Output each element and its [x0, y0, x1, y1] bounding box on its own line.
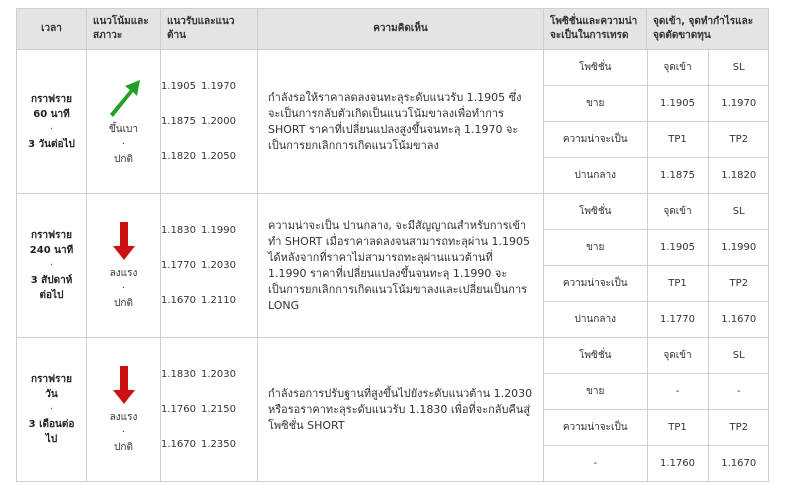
position-grid-value: TP2	[708, 410, 769, 446]
arrow-shape	[113, 222, 135, 260]
trend-separator: ·	[121, 139, 126, 150]
position-grid-value: ความน่าจะเป็น	[544, 266, 647, 302]
support-value: 1.1905	[161, 81, 196, 92]
levels-cell	[161, 338, 258, 482]
position-grid-value: 1.1905	[647, 230, 708, 266]
position-grid-value: -	[708, 374, 769, 410]
timeframe-cell	[17, 50, 87, 194]
resistance-value: 1.1970	[201, 81, 236, 92]
support-value: 1.1830	[161, 225, 196, 236]
position-grid-value: 1.1770	[647, 302, 708, 338]
levels-list	[161, 69, 257, 174]
comment-cell: ความน่าจะเป็น ปานกลาง, จะมีสัญญาณสำหรับการเข้าทำ SHORT เมื่อราคาลดลงจนสามารถทะลุผ่าน 1.1905 ได้หลังจากที่ราคาไม่สามารถทะลุผ่านแนวต้านที่ 1.1990 ราคาที่เปลี่ยนแปลงขึ้นจนทะลุ 1.1990 จะเป็นการยกเลิกการเกิดแนวโน้มขาลงและเปลี่ยนเป็นการ LONG	[258, 194, 544, 338]
support-value: 1.1670	[161, 439, 196, 450]
arrow-down-icon	[104, 364, 144, 406]
position-grid-value: ปานกลาง	[544, 158, 647, 194]
level-row	[161, 139, 257, 174]
position-grid-value: 1.1875	[647, 158, 708, 194]
level-row	[161, 283, 257, 318]
position-grid-value: 1.1820	[708, 158, 769, 194]
levels-cell	[161, 194, 258, 338]
position-grid-value: SL	[708, 338, 769, 374]
level-row	[161, 427, 257, 462]
resistance-value: 1.2030	[201, 369, 236, 380]
position-grid-value: ขาย	[544, 230, 647, 266]
support-value: 1.1875	[161, 116, 196, 127]
support-value: 1.1820	[161, 151, 196, 162]
position-grid-value: TP2	[708, 122, 769, 158]
trend-cell	[87, 194, 161, 338]
timeframe-period: 60 นาที	[33, 108, 70, 120]
support-value: 1.1760	[161, 404, 196, 415]
position-grid	[544, 338, 769, 481]
position-grid-row	[544, 50, 769, 86]
position-grid-row	[544, 194, 769, 230]
timeframe-line: กราฟราย	[31, 374, 72, 385]
timeframe-period: 240 นาที	[29, 245, 74, 256]
position-grid-value: ขาย	[544, 374, 647, 410]
timeframe-horizon: 3 สัปดาห์	[30, 275, 73, 286]
position-grid-value: โพซิชั่น	[544, 50, 647, 86]
support-value: 1.1770	[161, 260, 196, 271]
position-grid-row	[544, 338, 769, 374]
header-position: โพซิชั่นและความน่าจะเป็นในการเทรด	[544, 9, 647, 50]
position-grid-value: SL	[708, 194, 769, 230]
table-row	[17, 50, 769, 194]
position-grid	[544, 50, 769, 193]
timeframe-period: วัน	[45, 389, 58, 400]
trend-cell	[87, 50, 161, 194]
position-grid-row	[544, 410, 769, 446]
trend-label: ลงแรง	[109, 412, 138, 423]
trend-label: ลงแรง	[109, 268, 138, 279]
position-grid-value: 1.1905	[647, 86, 708, 122]
resistance-value: 1.2030	[201, 260, 236, 271]
position-grid-cell	[544, 50, 769, 194]
trend-separator: ·	[121, 283, 126, 294]
resistance-value: 1.1990	[201, 225, 236, 236]
resistance-value: 1.2350	[201, 439, 236, 450]
table-row	[17, 194, 769, 338]
arrow-shape	[113, 366, 135, 404]
level-row	[161, 213, 257, 248]
position-grid-value: 1.1990	[708, 230, 769, 266]
timeframe-separator: ·	[49, 260, 54, 271]
position-grid-row	[544, 86, 769, 122]
condition-label: ปกติ	[114, 442, 133, 453]
resistance-value: 1.2000	[201, 116, 236, 127]
table-row	[17, 338, 769, 482]
position-grid	[544, 194, 769, 337]
timeframe-horizon: 3 เดือนต่อ	[28, 419, 75, 430]
position-grid-value: ความน่าจะเป็น	[544, 410, 647, 446]
timeframe-horizon-cont: ไป	[45, 434, 58, 445]
levels-list	[161, 213, 257, 318]
position-grid-value: 1.1970	[708, 86, 769, 122]
position-grid-value: 1.1670	[708, 446, 769, 482]
position-grid-value: TP1	[647, 266, 708, 302]
arrow-shape	[110, 80, 140, 117]
level-row	[161, 248, 257, 283]
trend-arrow-icon	[87, 220, 160, 262]
position-grid-value: จุดเข้า	[647, 50, 708, 86]
position-grid-value: -	[647, 374, 708, 410]
header-trend: แนวโน้มและสภาวะ	[87, 9, 161, 50]
position-grid-value: SL	[708, 50, 769, 86]
position-grid-value: จุดเข้า	[647, 194, 708, 230]
position-grid-row	[544, 266, 769, 302]
support-value: 1.1830	[161, 369, 196, 380]
timeframe-separator: ·	[49, 404, 54, 415]
header-row	[17, 9, 769, 50]
header-comment: ความคิดเห็น	[258, 9, 544, 50]
arrow-up-right-icon	[104, 76, 144, 118]
position-grid-row	[544, 446, 769, 482]
timeframe-line: กราฟราย	[31, 230, 72, 241]
condition-label: ปกติ	[114, 154, 133, 165]
position-grid-row	[544, 158, 769, 194]
header-time: เวลา	[17, 9, 87, 50]
position-grid-value: ปานกลาง	[544, 302, 647, 338]
trend-separator: ·	[121, 427, 126, 438]
timeframe-cell	[17, 194, 87, 338]
comment-cell: กำลังรอการปรับฐานที่สูงขึ้นไปยังระดับแนวต้าน 1.2030 หรือรอราคาทะลุระดับแนวรับ 1.1830 เพื่อที่จะกลับคืนสู่โพซิชั่น SHORT	[258, 338, 544, 482]
resistance-value: 1.2050	[201, 151, 236, 162]
analysis-table-wrapper	[16, 8, 768, 482]
timeframe-horizon-cont: ต่อไป	[39, 290, 64, 301]
timeframe-horizon: 3 วันต่อไป	[28, 138, 75, 150]
trend-arrow-icon	[87, 76, 160, 118]
level-row	[161, 392, 257, 427]
timeframe-line: กราฟราย	[31, 93, 72, 105]
resistance-value: 1.2110	[201, 295, 236, 306]
levels-cell	[161, 50, 258, 194]
position-grid-row	[544, 302, 769, 338]
timeframe-separator: ·	[49, 123, 54, 135]
condition-label: ปกติ	[114, 298, 133, 309]
position-grid-row	[544, 230, 769, 266]
position-grid-value: ความน่าจะเป็น	[544, 122, 647, 158]
comment-cell: กำลังรอให้ราคาลดลงจนทะลุระดับแนวรับ 1.1905 ซึ่งจะเป็นการกลับตัวเกิดเป็นแนวโน้มขาลงเพื่อทำการ SHORT ราคาที่เปลี่ยนแปลงสูงขึ้นจนทะลุ 1.1970 จะเป็นการยกเลิกการเกิดแนวโน้มขาลง	[258, 50, 544, 194]
levels-list	[161, 357, 257, 462]
arrow-down-icon	[104, 220, 144, 262]
trend-cell	[87, 338, 161, 482]
position-grid-value: 1.1760	[647, 446, 708, 482]
position-grid-value: -	[544, 446, 647, 482]
position-grid-value: 1.1670	[708, 302, 769, 338]
trend-label: ขึ้นเบา	[108, 124, 139, 135]
timeframe-cell	[17, 338, 87, 482]
support-value: 1.1670	[161, 295, 196, 306]
header-entry: จุดเข้า, จุดทำกำไรและจุดตัดขาดทุน	[647, 9, 769, 50]
level-row	[161, 357, 257, 392]
trend-arrow-icon	[87, 364, 160, 406]
position-grid-value: จุดเข้า	[647, 338, 708, 374]
analysis-table	[16, 8, 769, 482]
position-grid-value: TP1	[647, 122, 708, 158]
position-grid-value: ขาย	[544, 86, 647, 122]
position-grid-value: TP2	[708, 266, 769, 302]
level-row	[161, 69, 257, 104]
position-grid-value: โพซิชั่น	[544, 338, 647, 374]
position-grid-value: TP1	[647, 410, 708, 446]
position-grid-row	[544, 122, 769, 158]
position-grid-row	[544, 374, 769, 410]
position-grid-cell	[544, 338, 769, 482]
resistance-value: 1.2150	[201, 404, 236, 415]
position-grid-value: โพซิชั่น	[544, 194, 647, 230]
level-row	[161, 104, 257, 139]
position-grid-cell	[544, 194, 769, 338]
header-levels: แนวรับและแนวต้าน	[161, 9, 258, 50]
